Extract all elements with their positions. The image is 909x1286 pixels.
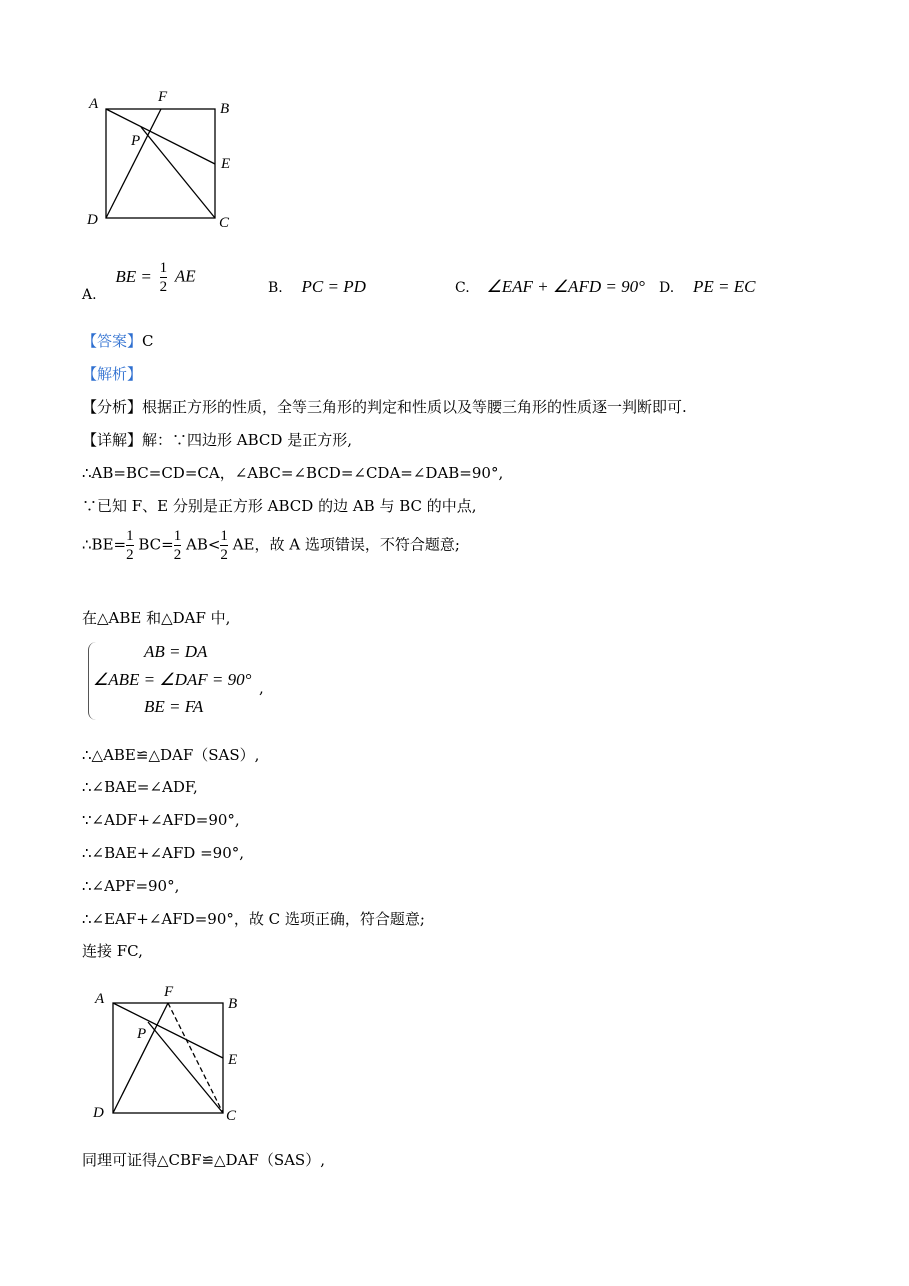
fraction-3-den: 2 xyxy=(220,547,228,563)
option-d-expr: PE = EC xyxy=(692,277,756,296)
line-7: ∵∠ADF+∠AFD=90°, xyxy=(82,811,240,829)
fenxi-text: 根据正方形的性质，全等三角形的判定和性质以及等腰三角形的性质逐一判断即可. xyxy=(142,398,687,416)
option-c xyxy=(455,277,645,298)
answer-value: C xyxy=(142,332,154,350)
system-eq-2: ∠ABE = ∠DAF = 90° xyxy=(93,670,252,689)
line-3-mid1: BC= xyxy=(133,535,174,554)
label-E-2: E xyxy=(228,1052,238,1068)
option-a-num: 1 xyxy=(159,260,168,276)
line-5: ∴△ABE≌△DAF（SAS）, xyxy=(82,746,260,764)
label-P: P xyxy=(131,133,141,149)
label-P-2: P xyxy=(137,1026,147,1042)
option-a-rhs: AE xyxy=(174,266,196,286)
line-11: 连接 FC, xyxy=(82,942,143,960)
label-B: B xyxy=(220,101,230,117)
system-eq-1: AB = DA xyxy=(144,642,208,661)
xiangjie-line xyxy=(82,430,352,450)
label-C: C xyxy=(219,215,230,231)
fraction-3-num: 1 xyxy=(220,528,228,544)
label-E: E xyxy=(221,156,231,172)
label-A: A xyxy=(89,96,99,112)
line-3-mid2: AB< xyxy=(181,535,221,554)
fraction-2-den: 2 xyxy=(173,547,182,563)
line-3-post: AE，故 A 选项错误，不符合题意; xyxy=(227,535,460,554)
label-A-2: A xyxy=(95,991,105,1007)
option-b-letter: B. xyxy=(268,280,283,296)
line-4: 在△ABE 和△DAF 中, xyxy=(82,609,231,627)
option-a xyxy=(82,260,196,303)
label-C-2: C xyxy=(226,1108,237,1124)
line-3 xyxy=(82,528,460,563)
option-a-letter: A. xyxy=(82,286,97,303)
fraction-1-den: 2 xyxy=(126,547,134,563)
option-c-expr: ∠EAF + ∠AFD = 90° xyxy=(486,277,645,296)
answer-line xyxy=(82,331,154,351)
xiangjie-text: 解：∵四边形 ABCD 是正方形, xyxy=(142,431,352,449)
option-c-letter: C. xyxy=(455,280,470,296)
line-3-pre: ∴BE= xyxy=(82,535,127,554)
option-d xyxy=(659,277,755,298)
option-a-den: 2 xyxy=(159,279,168,295)
analysis-tag: 【解析】 xyxy=(82,365,143,383)
label-B-2: B xyxy=(228,996,238,1012)
line-6: ∴∠BAE=∠ADF, xyxy=(82,778,198,796)
answer-tag: 【答案】 xyxy=(82,332,143,350)
option-b-expr: PC = PD xyxy=(301,277,366,296)
figure-square-1 xyxy=(80,86,250,236)
option-b xyxy=(268,277,366,298)
label-F: F xyxy=(158,89,168,105)
label-D-2: D xyxy=(93,1105,104,1121)
line-1: ∴AB=BC=CD=CA，∠ABC=∠BCD=∠CDA=∠DAB=90°, xyxy=(82,464,504,482)
xiangjie-tag: 【详解】 xyxy=(82,431,143,449)
system-comma: , xyxy=(259,679,264,697)
fraction-3 xyxy=(220,528,228,563)
label-F-2: F xyxy=(164,984,174,1000)
line-8: ∴∠BAE+∠AFD =90°, xyxy=(82,844,245,862)
system-eq-3: BE = FA xyxy=(144,697,204,716)
fenxi-line xyxy=(82,397,687,417)
label-D: D xyxy=(87,212,98,228)
line-9: ∴∠APF=90°, xyxy=(82,877,180,895)
fraction-2-num: 1 xyxy=(173,528,182,544)
option-a-lhs: BE = xyxy=(115,266,152,286)
fraction-1 xyxy=(126,528,134,563)
line-12: 同理可证得△CBF≌△DAF（SAS）, xyxy=(82,1151,325,1169)
option-d-letter: D. xyxy=(659,280,675,296)
line-2: ∵已知 F、E 分别是正方形 ABCD 的边 AB 与 BC 的中点, xyxy=(82,497,477,515)
fraction-1-num: 1 xyxy=(126,528,134,544)
option-a-fraction xyxy=(160,260,168,295)
fenxi-tag: 【分析】 xyxy=(82,398,143,416)
figure-square-2 xyxy=(86,982,256,1127)
line-10: ∴∠EAF+∠AFD=90°，故 C 选项正确，符合题意; xyxy=(82,910,425,928)
